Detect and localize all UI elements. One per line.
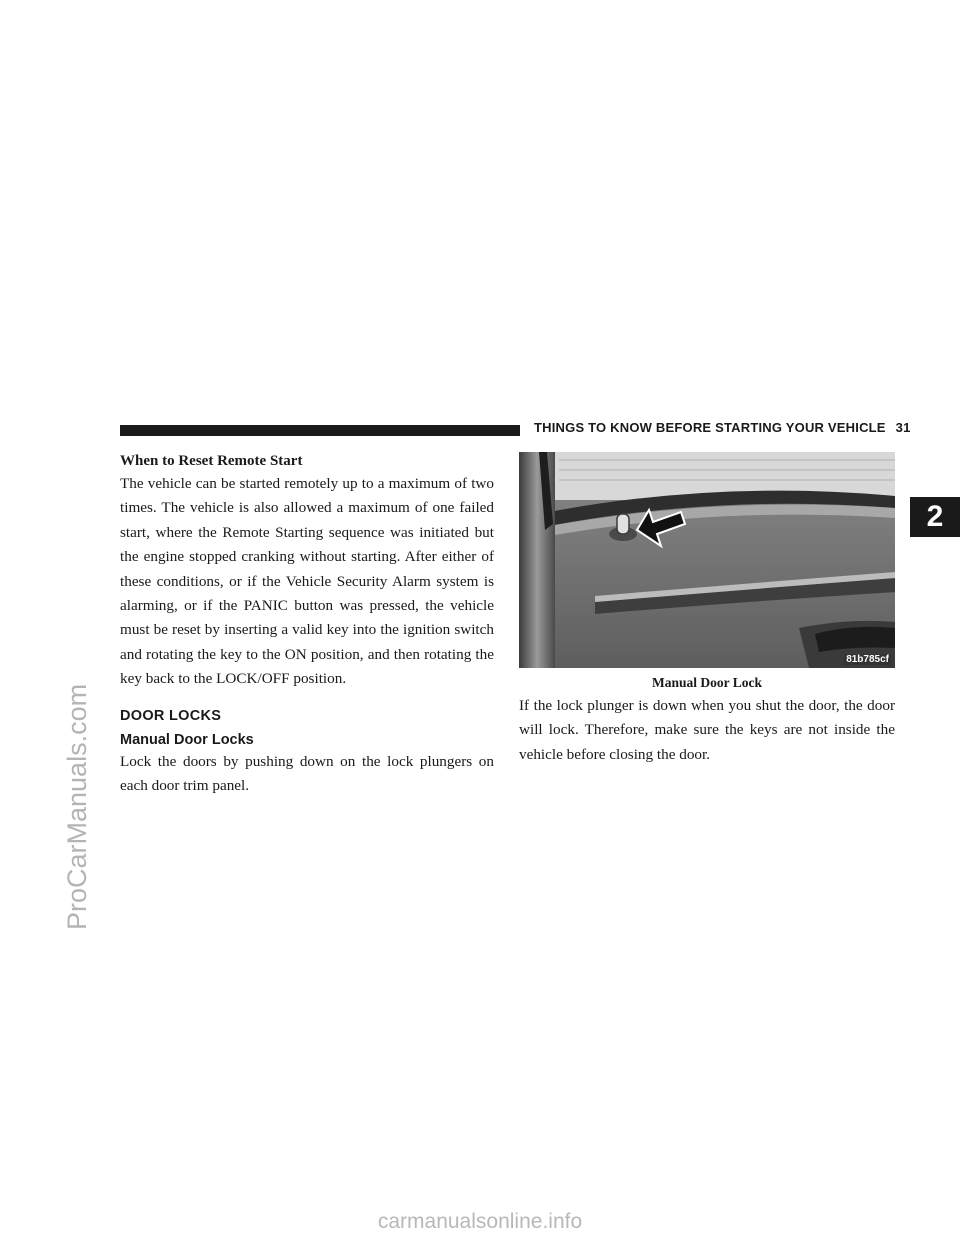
door-lock-body: If the lock plunger is down when you shut the door, the door will lock. Therefore, make sure the keys are not inside the vehicle before closing the door. bbox=[519, 697, 895, 763]
footer-watermark: carmanualsonline.info bbox=[377, 1210, 583, 1233]
left-column bbox=[120, 450, 494, 798]
page-number: 31 bbox=[895, 420, 911, 435]
figure-caption: Manual Door Lock bbox=[651, 675, 762, 690]
door-lock-figure bbox=[519, 452, 895, 668]
manual-door-locks-heading: Manual Door Locks bbox=[120, 731, 254, 748]
door-panel-illustration bbox=[519, 452, 895, 668]
running-header bbox=[534, 420, 911, 435]
side-watermark: ProCarManuals.com bbox=[62, 683, 92, 930]
figure-id: 81b785cf bbox=[846, 654, 889, 665]
right-column bbox=[519, 452, 895, 767]
reset-remote-start-body: The vehicle can be started remotely up to a maximum of two times. The vehicle is also allowed a maximum of one failed start, where the Remote Starting sequence was initiated but the engine stopped cranking without starting. After either of these conditions, or if the Vehicle Security Alarm system is alarming, or if the PANIC button was pressed, the vehicle must be reset by inserting a valid key into the ignition switch and rotating the key to the ON position, and then rotating the key back to the LOCK/OFF position. bbox=[120, 475, 494, 688]
door-locks-heading: DOOR LOCKS bbox=[120, 707, 222, 724]
header-rule bbox=[120, 425, 520, 436]
reset-remote-start-heading: When to Reset Remote Start bbox=[120, 453, 303, 469]
chapter-tab: 2 bbox=[910, 497, 960, 537]
section-title: THINGS TO KNOW BEFORE STARTING YOUR VEHICLE bbox=[534, 420, 886, 435]
manual-door-locks-body: Lock the doors by pushing down on the lock plungers on each door trim panel. bbox=[120, 752, 494, 795]
